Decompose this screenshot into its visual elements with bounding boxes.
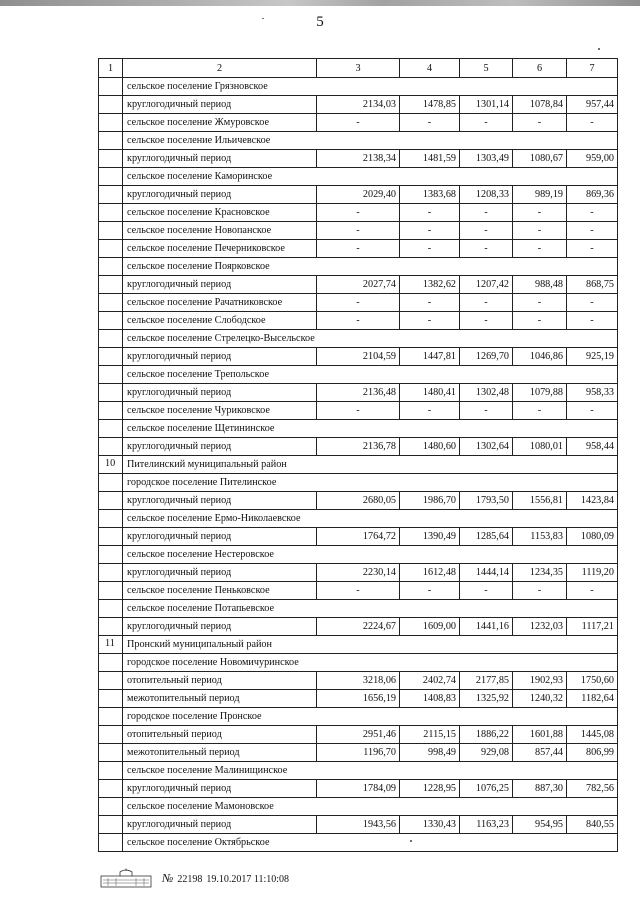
value-cell: 1793,50 xyxy=(460,492,513,510)
settlement-row xyxy=(99,168,618,186)
row-index-cell xyxy=(99,582,123,600)
value-cell: - xyxy=(567,582,618,600)
row-index-cell xyxy=(99,510,123,528)
value-cell: 1601,88 xyxy=(513,726,567,744)
value-cell: 1234,35 xyxy=(513,564,567,582)
row-index-cell xyxy=(99,798,123,816)
value-cell: 2951,46 xyxy=(317,726,400,744)
settlement-label: сельское поселение Поярковское xyxy=(123,258,618,276)
table-row xyxy=(99,744,618,762)
value-cell: 1390,49 xyxy=(400,528,460,546)
district-row xyxy=(99,456,618,474)
value-cell: - xyxy=(317,294,400,312)
value-cell: - xyxy=(317,114,400,132)
settlement-row xyxy=(99,420,618,438)
settlement-row xyxy=(99,708,618,726)
table-row xyxy=(99,618,618,636)
settlement-row xyxy=(99,600,618,618)
value-cell: 1612,48 xyxy=(400,564,460,582)
row-label: отопительный период xyxy=(123,726,317,744)
row-label: круглогодичный период xyxy=(123,186,317,204)
value-cell: - xyxy=(460,582,513,600)
settlement-row xyxy=(99,510,618,528)
value-cell: 1301,14 xyxy=(460,96,513,114)
value-cell: - xyxy=(317,312,400,330)
value-cell: 1750,60 xyxy=(567,672,618,690)
value-cell: - xyxy=(400,204,460,222)
row-label: круглогодичный период xyxy=(123,816,317,834)
value-cell: - xyxy=(317,402,400,420)
value-cell: 1076,25 xyxy=(460,780,513,798)
row-index-cell xyxy=(99,222,123,240)
header-cell: 6 xyxy=(513,59,567,78)
row-index-cell xyxy=(99,78,123,96)
header-cell: 2 xyxy=(123,59,317,78)
value-cell: 988,48 xyxy=(513,276,567,294)
value-cell: 1447,81 xyxy=(400,348,460,366)
row-index-cell xyxy=(99,420,123,438)
row-label: сельское поселение Чуриковское xyxy=(123,402,317,420)
table-row xyxy=(99,528,618,546)
row-label: круглогодичный период xyxy=(123,528,317,546)
row-index-cell xyxy=(99,384,123,402)
document-stamp-icon xyxy=(100,868,152,888)
row-label: круглогодичный период xyxy=(123,96,317,114)
row-index-cell xyxy=(99,150,123,168)
row-index-cell xyxy=(99,294,123,312)
value-cell: 2136,78 xyxy=(317,438,400,456)
settlement-label: сельское поселение Мамоновское xyxy=(123,798,618,816)
settlement-label: сельское поселение Щетининское xyxy=(123,420,618,438)
value-cell: - xyxy=(460,240,513,258)
row-index-cell xyxy=(99,474,123,492)
settlement-row xyxy=(99,798,618,816)
row-index-cell xyxy=(99,690,123,708)
value-cell: - xyxy=(400,312,460,330)
footer xyxy=(100,866,289,888)
table-row xyxy=(99,780,618,798)
value-cell: - xyxy=(317,204,400,222)
table-row xyxy=(99,96,618,114)
row-index-cell xyxy=(99,672,123,690)
value-cell: - xyxy=(317,582,400,600)
row-index-cell: 11 xyxy=(99,636,123,654)
header-cell: 5 xyxy=(460,59,513,78)
value-cell: - xyxy=(460,204,513,222)
row-index-cell xyxy=(99,312,123,330)
settlement-row xyxy=(99,366,618,384)
header-cell: 1 xyxy=(99,59,123,78)
value-cell: 1303,49 xyxy=(460,150,513,168)
value-cell: 1330,43 xyxy=(400,816,460,834)
value-cell: - xyxy=(400,114,460,132)
value-cell: 1902,93 xyxy=(513,672,567,690)
value-cell: - xyxy=(513,204,567,222)
value-cell: - xyxy=(567,312,618,330)
value-cell: 958,33 xyxy=(567,384,618,402)
value-cell: - xyxy=(567,402,618,420)
value-cell: - xyxy=(567,114,618,132)
row-index-cell xyxy=(99,546,123,564)
value-cell: 1986,70 xyxy=(400,492,460,510)
settlement-label: городское поселение Пронское xyxy=(123,708,618,726)
row-label: сельское поселение Печерниковское xyxy=(123,240,317,258)
district-row xyxy=(99,636,618,654)
value-cell: 2177,85 xyxy=(460,672,513,690)
table-row xyxy=(99,384,618,402)
row-label: межотопительный период xyxy=(123,690,317,708)
value-cell: 1556,81 xyxy=(513,492,567,510)
row-label: сельское поселение Пеньковское xyxy=(123,582,317,600)
row-label: круглогодичный период xyxy=(123,438,317,456)
value-cell: - xyxy=(400,582,460,600)
district-label: Пронский муниципальный район xyxy=(123,636,618,654)
value-cell: 1325,92 xyxy=(460,690,513,708)
settlement-label: сельское поселение Ильичевское xyxy=(123,132,618,150)
row-index-cell xyxy=(99,492,123,510)
table-row xyxy=(99,492,618,510)
value-cell: 2138,34 xyxy=(317,150,400,168)
value-cell: - xyxy=(317,222,400,240)
scan-speck xyxy=(598,48,600,50)
value-cell: - xyxy=(400,294,460,312)
settlement-row xyxy=(99,834,618,852)
value-cell: 1285,64 xyxy=(460,528,513,546)
table-row xyxy=(99,240,618,258)
row-index-cell xyxy=(99,780,123,798)
value-cell: 868,75 xyxy=(567,276,618,294)
value-cell: - xyxy=(400,402,460,420)
scan-edge-artifact xyxy=(0,0,640,6)
page-number: 5 xyxy=(316,14,324,30)
header-cell: 3 xyxy=(317,59,400,78)
value-cell: 1080,67 xyxy=(513,150,567,168)
value-cell: 1609,00 xyxy=(400,618,460,636)
row-index-cell xyxy=(99,438,123,456)
table-row xyxy=(99,348,618,366)
header-cell: 7 xyxy=(567,59,618,78)
value-cell: - xyxy=(513,222,567,240)
row-index-cell xyxy=(99,528,123,546)
value-cell: 3218,06 xyxy=(317,672,400,690)
settlement-label: сельское поселение Малинищинское xyxy=(123,762,618,780)
row-index-cell xyxy=(99,834,123,852)
value-cell: 1119,20 xyxy=(567,564,618,582)
value-cell: - xyxy=(513,114,567,132)
row-index-cell xyxy=(99,186,123,204)
value-cell: - xyxy=(460,294,513,312)
value-cell: 1302,48 xyxy=(460,384,513,402)
row-index-cell xyxy=(99,600,123,618)
row-index-cell xyxy=(99,96,123,114)
value-cell: 1080,01 xyxy=(513,438,567,456)
row-index-cell xyxy=(99,114,123,132)
row-label: круглогодичный период xyxy=(123,384,317,402)
value-cell: - xyxy=(513,312,567,330)
table-row xyxy=(99,726,618,744)
value-cell: 2029,40 xyxy=(317,186,400,204)
settlement-row xyxy=(99,762,618,780)
value-cell: 925,19 xyxy=(567,348,618,366)
row-index-cell xyxy=(99,204,123,222)
settlement-label: сельское поселение Стрелецко-Высельское xyxy=(123,330,618,348)
value-cell: 989,19 xyxy=(513,186,567,204)
value-cell: 1764,72 xyxy=(317,528,400,546)
table-row xyxy=(99,294,618,312)
value-cell: 1196,70 xyxy=(317,744,400,762)
settlement-label: сельское поселение Октябрьское xyxy=(123,834,618,852)
value-cell: - xyxy=(513,582,567,600)
table-row xyxy=(99,276,618,294)
value-cell: - xyxy=(513,294,567,312)
value-cell: 1408,83 xyxy=(400,690,460,708)
table-row xyxy=(99,312,618,330)
value-cell: - xyxy=(460,312,513,330)
value-cell: - xyxy=(460,114,513,132)
table-row xyxy=(99,564,618,582)
doc-number: 22198 xyxy=(177,874,203,885)
settlement-label: городское поселение Новомичуринское xyxy=(123,654,618,672)
value-cell: 1079,88 xyxy=(513,384,567,402)
value-cell: 869,36 xyxy=(567,186,618,204)
value-cell: - xyxy=(567,294,618,312)
value-cell: 1480,60 xyxy=(400,438,460,456)
row-label: сельское поселение Жмуровское xyxy=(123,114,317,132)
header-cell: 4 xyxy=(400,59,460,78)
number-sign: № xyxy=(162,871,174,885)
row-label: отопительный период xyxy=(123,672,317,690)
row-label: круглогодичный период xyxy=(123,348,317,366)
table-row xyxy=(99,186,618,204)
value-cell: 1228,95 xyxy=(400,780,460,798)
value-cell: 1117,21 xyxy=(567,618,618,636)
table-row xyxy=(99,402,618,420)
row-index-cell xyxy=(99,816,123,834)
table-row xyxy=(99,690,618,708)
value-cell: 958,44 xyxy=(567,438,618,456)
settlement-row xyxy=(99,654,618,672)
value-cell: 1182,64 xyxy=(567,690,618,708)
row-label: круглогодичный период xyxy=(123,150,317,168)
settlement-label: сельское поселение Грязновское xyxy=(123,78,618,96)
value-cell: 2134,03 xyxy=(317,96,400,114)
settlement-row xyxy=(99,78,618,96)
row-index-cell xyxy=(99,708,123,726)
row-index-cell xyxy=(99,330,123,348)
value-cell: 1269,70 xyxy=(460,348,513,366)
value-cell: - xyxy=(460,222,513,240)
value-cell: 1163,23 xyxy=(460,816,513,834)
row-label: круглогодичный период xyxy=(123,564,317,582)
value-cell: 1080,09 xyxy=(567,528,618,546)
row-index-cell xyxy=(99,168,123,186)
settlement-label: сельское поселение Каморинское xyxy=(123,168,618,186)
settlement-row xyxy=(99,132,618,150)
value-cell: - xyxy=(567,204,618,222)
row-label: межотопительный период xyxy=(123,744,317,762)
row-index-cell xyxy=(99,132,123,150)
value-cell: 2680,05 xyxy=(317,492,400,510)
settlement-row xyxy=(99,258,618,276)
value-cell: 1445,08 xyxy=(567,726,618,744)
value-cell: 1656,19 xyxy=(317,690,400,708)
row-index-cell xyxy=(99,348,123,366)
value-cell: 1478,85 xyxy=(400,96,460,114)
table-row xyxy=(99,672,618,690)
row-label: круглогодичный период xyxy=(123,492,317,510)
table-row xyxy=(99,438,618,456)
value-cell: 2230,14 xyxy=(317,564,400,582)
value-cell: 2402,74 xyxy=(400,672,460,690)
row-index-cell xyxy=(99,564,123,582)
value-cell: 1240,32 xyxy=(513,690,567,708)
table-row xyxy=(99,114,618,132)
value-cell: 2115,15 xyxy=(400,726,460,744)
value-cell: 782,56 xyxy=(567,780,618,798)
value-cell: 857,44 xyxy=(513,744,567,762)
district-label: Пителинский муниципальный район xyxy=(123,456,618,474)
value-cell: 957,44 xyxy=(567,96,618,114)
value-cell: - xyxy=(317,240,400,258)
value-cell: 2136,48 xyxy=(317,384,400,402)
value-cell: 1943,56 xyxy=(317,816,400,834)
row-label: сельское поселение Рачатниковское xyxy=(123,294,317,312)
row-index-cell xyxy=(99,366,123,384)
footer-text xyxy=(162,871,289,888)
settlement-row xyxy=(99,546,618,564)
settlement-row xyxy=(99,330,618,348)
value-cell: 998,49 xyxy=(400,744,460,762)
settlement-label: сельское поселение Нестеровское xyxy=(123,546,618,564)
value-cell: - xyxy=(513,240,567,258)
row-index-cell xyxy=(99,726,123,744)
settlement-row xyxy=(99,474,618,492)
value-cell: - xyxy=(567,240,618,258)
value-cell: - xyxy=(513,402,567,420)
row-label: сельское поселение Новопанское xyxy=(123,222,317,240)
row-index-cell xyxy=(99,744,123,762)
row-index-cell xyxy=(99,258,123,276)
value-cell: 1383,68 xyxy=(400,186,460,204)
settlement-label: сельское поселение Ермо-Николаевское xyxy=(123,510,618,528)
settlement-label: сельское поселение Трепольское xyxy=(123,366,618,384)
value-cell: 1207,42 xyxy=(460,276,513,294)
doc-timestamp: 19.10.2017 11:10:08 xyxy=(206,874,290,885)
value-cell: 2104,59 xyxy=(317,348,400,366)
table-row xyxy=(99,150,618,168)
row-label: круглогодичный период xyxy=(123,276,317,294)
table-row xyxy=(99,204,618,222)
row-index-cell xyxy=(99,762,123,780)
value-cell: 806,99 xyxy=(567,744,618,762)
row-index-cell xyxy=(99,276,123,294)
value-cell: 840,55 xyxy=(567,816,618,834)
table-row xyxy=(99,582,618,600)
row-label: сельское поселение Красновское xyxy=(123,204,317,222)
value-cell: 1078,84 xyxy=(513,96,567,114)
value-cell: 1153,83 xyxy=(513,528,567,546)
value-cell: 1382,62 xyxy=(400,276,460,294)
value-cell: 887,30 xyxy=(513,780,567,798)
row-label: сельское поселение Слободское xyxy=(123,312,317,330)
value-cell: 1480,41 xyxy=(400,384,460,402)
value-cell: 1232,03 xyxy=(513,618,567,636)
table-header-row xyxy=(99,59,618,78)
row-index-cell xyxy=(99,402,123,420)
value-cell: 1302,64 xyxy=(460,438,513,456)
tariff-table xyxy=(98,58,618,852)
value-cell: 954,95 xyxy=(513,816,567,834)
value-cell: 959,00 xyxy=(567,150,618,168)
row-index-cell: 10 xyxy=(99,456,123,474)
value-cell: 1444,14 xyxy=(460,564,513,582)
table-row xyxy=(99,816,618,834)
settlement-label: городское поселение Пителинское xyxy=(123,474,618,492)
value-cell: 1441,16 xyxy=(460,618,513,636)
value-cell: - xyxy=(567,222,618,240)
table-row xyxy=(99,222,618,240)
row-index-cell xyxy=(99,618,123,636)
row-index-cell xyxy=(99,240,123,258)
value-cell: 1423,84 xyxy=(567,492,618,510)
row-label: круглогодичный период xyxy=(123,780,317,798)
value-cell: 929,08 xyxy=(460,744,513,762)
value-cell: - xyxy=(460,402,513,420)
value-cell: 1208,33 xyxy=(460,186,513,204)
row-index-cell xyxy=(99,654,123,672)
value-cell: - xyxy=(400,222,460,240)
value-cell: 2027,74 xyxy=(317,276,400,294)
value-cell: 1046,86 xyxy=(513,348,567,366)
row-label: круглогодичный период xyxy=(123,618,317,636)
value-cell: - xyxy=(400,240,460,258)
settlement-label: сельское поселение Потапьевское xyxy=(123,600,618,618)
value-cell: 1784,09 xyxy=(317,780,400,798)
value-cell: 1886,22 xyxy=(460,726,513,744)
value-cell: 1481,59 xyxy=(400,150,460,168)
value-cell: 2224,67 xyxy=(317,618,400,636)
